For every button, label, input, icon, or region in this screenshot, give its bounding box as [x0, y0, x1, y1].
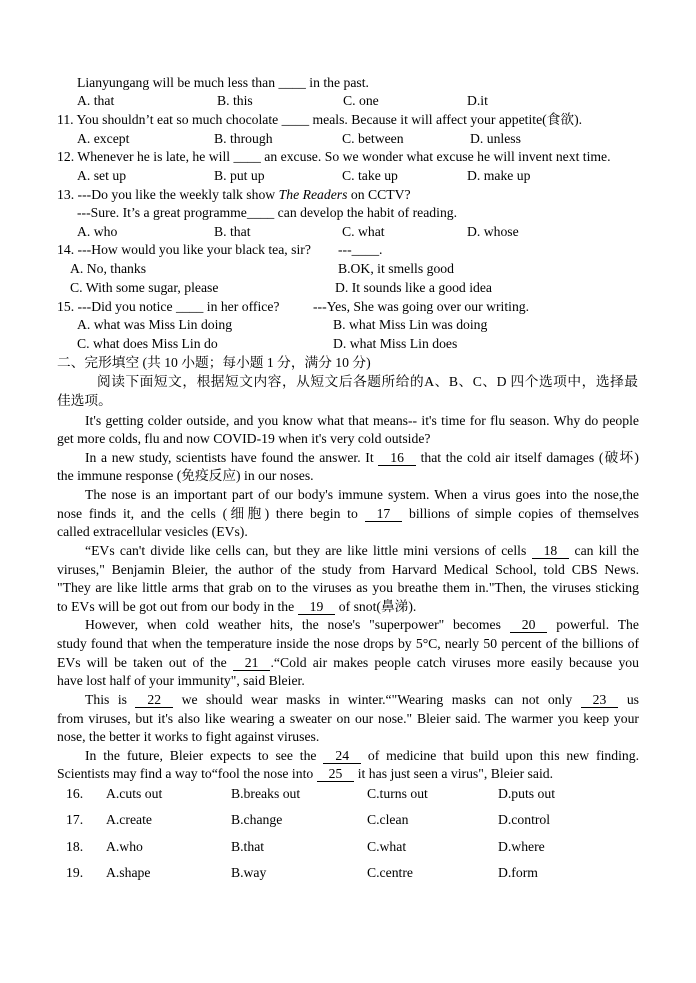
q11-options [0, 129, 696, 148]
section-heading: 二、完形填空 (共 10 小题；每小题 1 分，满分 10 分) [57, 354, 371, 370]
q14-option-c: C. With some sugar, please [70, 279, 219, 295]
q17-option-c: C.clean [367, 811, 409, 827]
q19-number: 19. [66, 864, 84, 880]
passage-line: the immune response (免疫反应) in our noses. [57, 468, 314, 484]
q17-option-d: D.control [498, 811, 551, 827]
passage-line: The nose is an important part of our body's immune system. When a virus goes into the nose,the [85, 487, 639, 503]
q17-number: 17. [66, 811, 84, 827]
passage-line: However, when cold weather hits, the nose's "superpower" becomes 20 powerful. The [85, 617, 639, 633]
passage-line: from viruses, but it's also like wearing a sweater on our nose." Bleier said. The warmer you keep your [57, 710, 639, 726]
passage-line: It's getting colder outside, and you know what that means-- it's time for flu season. Why do people [85, 412, 639, 428]
q13-stem [57, 185, 411, 204]
passage-line: EVs will be taken out of the 21 .“Cold air makes people catch viruses more easily because you [57, 654, 639, 670]
q16-option-d: D.puts out [498, 785, 556, 801]
q12-option-d: D. make up [467, 167, 531, 183]
q11-stem-line [0, 110, 696, 129]
q14-option-b: B.OK, it smells good [338, 260, 454, 276]
q15-option-b: B. what Miss Lin was doing [333, 316, 488, 332]
section-heading-line [0, 353, 696, 372]
q12-option-c: C. take up [342, 167, 398, 183]
q13-reply-line [0, 203, 696, 222]
q18-option-b: B.that [231, 838, 265, 854]
passage-line: In the future, Bleier expects to see the 24 of medicine that build upon this new finding. [85, 747, 639, 763]
q16-option-b: B.breaks out [231, 785, 301, 801]
blank-19: 19 [298, 599, 336, 615]
blank-25: 25 [317, 766, 355, 782]
q10-stem-line [0, 73, 696, 92]
q18-option-a: A.who [106, 838, 143, 854]
passage-line: Scientists may find a way to“fool the nose into 25 it has just seen a virus", Bleier said. [57, 766, 554, 782]
blank-21: 21 [233, 655, 271, 671]
q18-option-c: C.what [367, 838, 407, 854]
q10-option-a: A. that [77, 92, 115, 108]
passage-line: viruses," Benjamin Bleier, the author of the study from Harvard Medical School, told CBS News. [57, 561, 639, 577]
q10-option-c: C. one [343, 92, 379, 108]
q13-option-b: B. that [214, 223, 251, 239]
q10-options [0, 91, 696, 110]
q11-stem: 11. You shouldn’t eat so much chocolate ____ meals. Because it will affect your appetite(食欲). [57, 111, 583, 127]
q17-option-b: B.change [231, 811, 283, 827]
q18-number: 18. [66, 838, 84, 854]
q14-option-d: D. It sounds like a good idea [335, 279, 492, 295]
blank-18: 18 [532, 543, 570, 559]
cloze-passage [0, 411, 696, 786]
q12-options [0, 166, 696, 185]
passage-line: In a new study, scientists have found the answer. It 16 that the cold air itself damages (破坏) [85, 449, 639, 465]
passage-line: “EVs can't divide like cells can, but they are like little mini versions of cells 18 can kill the [85, 542, 639, 558]
q13-stem-text: 13. ---Do you like the weekly talk show [57, 186, 279, 202]
q11-option-d: D. unless [470, 130, 521, 146]
q13-stem-end: on CCTV? [347, 186, 411, 202]
q13-stem-line [0, 185, 696, 204]
passage-line: nose finds it, and the cells (细胞) there begin to 17 billions of simple copies of themselves [57, 505, 639, 521]
q14-stem: 14. ---How would you like your black tea, sir? [57, 241, 311, 257]
q12-stem-line [0, 147, 696, 166]
q14-stem-line [0, 240, 696, 259]
q19-option-b: B.way [231, 864, 267, 880]
q11-option-a: A. except [77, 130, 130, 146]
passage-line: called extracellular vesicles (EVs). [57, 524, 248, 540]
q12-option-b: B. put up [214, 167, 265, 183]
q18-option-d: D.where [498, 838, 545, 854]
blank-16: 16 [378, 450, 416, 466]
q12-option-a: A. set up [77, 167, 127, 183]
q19-options [0, 863, 696, 882]
q13-reply: ---Sure. It’s a great programme____ can develop the habit of reading. [77, 204, 458, 220]
blank-24: 24 [323, 748, 361, 764]
instruction-text-1: 阅读下面短文，根据短文内容，从短文后各题所给的A、B、C、D 四个选项中，选择最 [97, 373, 638, 389]
q13-options [0, 222, 696, 241]
instruction-line-2 [0, 391, 696, 410]
passage-line: have lost half of your immunity", said Bleier. [57, 673, 305, 689]
passage-line: nose, the better it works to fight against viruses. [57, 729, 320, 745]
q15-options-row1 [0, 315, 696, 334]
instruction-line-1 [0, 372, 696, 391]
q19-option-d: D.form [498, 864, 538, 880]
q14-option-a: A. No, thanks [70, 260, 147, 276]
q11-option-c: C. between [342, 130, 404, 146]
passage-line: study found that when the temperature inside the nose drops by 5°C, nearly 50 percent of the billions of [57, 636, 639, 652]
q10-option-d: D.it [467, 92, 488, 108]
q15-options-row2 [0, 334, 696, 353]
q15-stem-line [0, 297, 696, 316]
q18-options [0, 837, 696, 856]
q17-options [0, 810, 696, 829]
q17-option-a: A.create [106, 811, 152, 827]
q13-option-c: C. what [342, 223, 385, 239]
q14-options-row1 [0, 259, 696, 278]
q15-option-c: C. what does Miss Lin do [77, 335, 218, 351]
q15-reply: ---Yes, She was going over our writing. [313, 298, 530, 314]
blank-20: 20 [510, 617, 548, 633]
q12-stem: 12. Whenever he is late, he will ____ an excuse. So we wonder what excuse he will invent next time. [57, 148, 611, 164]
q10-option-b: B. this [217, 92, 253, 108]
blank-17: 17 [365, 506, 403, 522]
q16-options [0, 784, 696, 803]
q15-option-d: D. what Miss Lin does [333, 335, 458, 351]
blank-22: 22 [135, 692, 173, 708]
q15-option-a: A. what was Miss Lin doing [77, 316, 233, 332]
passage-line: "They are like little arms that grab on to the viruses as you breathe them in."Then, the viruses sticking [57, 580, 639, 596]
q19-option-c: C.centre [367, 864, 413, 880]
q16-number: 16. [66, 785, 84, 801]
passage-line: This is 22 we should wear masks in winter.“"Wearing masks can not only 23 us [85, 691, 639, 707]
show-title: The Readers [278, 186, 348, 202]
q13-option-a: A. who [77, 223, 118, 239]
q10-stem: Lianyungang will be much less than ____ in the past. [77, 74, 369, 90]
passage-line: get more colds, flu and now COVID-19 when it's very cold outside? [57, 431, 431, 447]
q11-option-b: B. through [214, 130, 273, 146]
blank-23: 23 [581, 692, 619, 708]
q14-options-row2 [0, 278, 696, 297]
q16-option-c: C.turns out [367, 785, 428, 801]
q16-option-a: A.cuts out [106, 785, 163, 801]
passage-line: to EVs will be got out from our body in the 19 of snot(鼻涕). [57, 598, 417, 614]
q14-reply: ---____. [338, 241, 383, 257]
q13-option-d: D. whose [467, 223, 519, 239]
q15-stem: 15. ---Did you notice ____ in her office? [57, 298, 280, 314]
q19-option-a: A.shape [106, 864, 151, 880]
instruction-text-2: 佳选项。 [57, 392, 112, 408]
